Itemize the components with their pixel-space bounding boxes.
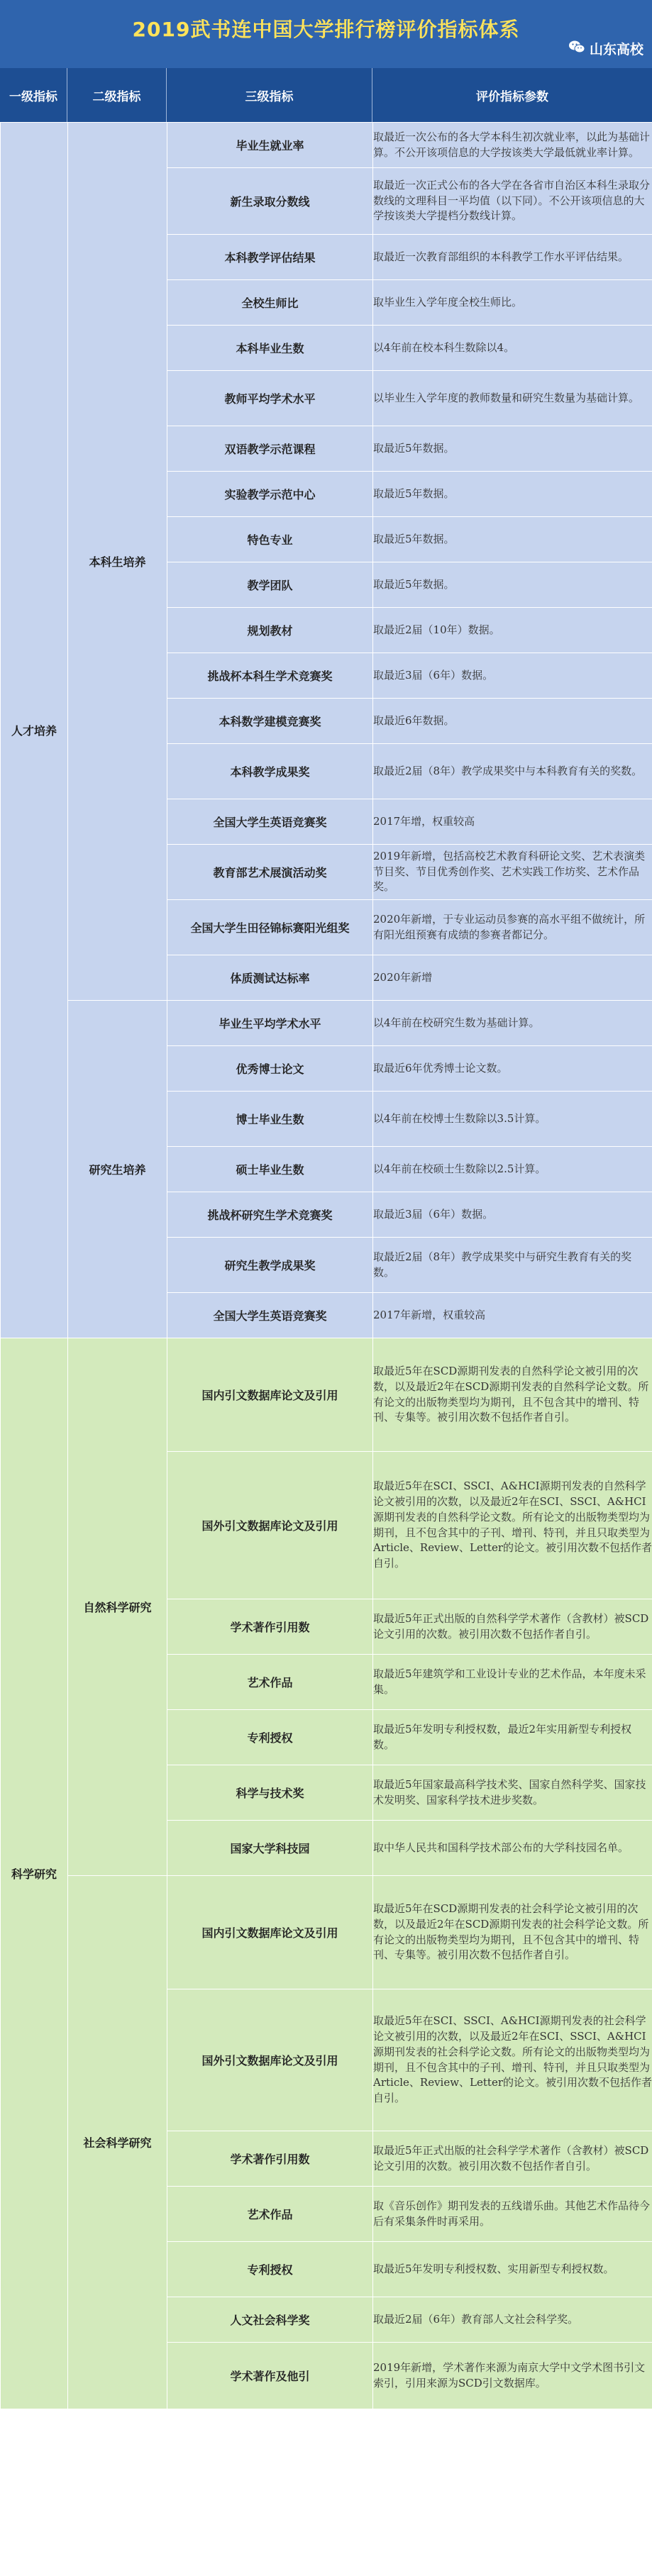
indicator-description: 2020年新增 <box>373 955 652 1001</box>
indicator-description: 取最近5年数据。 <box>373 562 652 608</box>
indicator-description: 取最近5年在SCD源期刊发表的自然科学论文被引用的次数，以及最近2年在SCD源期刊发表的自然科学论文数。所有论文的出版物类型均为期刊，且不包含其中的增刊、特刊、专集等。被引用次数不包括作者自引。 <box>373 1338 652 1452</box>
indicator-name: 研究生教学成果奖 <box>167 1238 373 1293</box>
indicator-name: 教师平均学术水平 <box>167 371 373 426</box>
indicator-name: 国家大学科技园 <box>167 1821 373 1876</box>
title-bar <box>0 0 652 68</box>
indicator-name: 特色专业 <box>167 517 373 562</box>
indicator-description: 取最近5年在SCD源期刊发表的社会科学论文被引用的次数，以及最近2年在SCD源期刊发表的社会科学论文数。所有论文的出版物类型均为期刊，且不包含其中的增刊、特刊、专集等。被引用次数不包括作者自引。 <box>373 1876 652 1989</box>
level2-natural: 自然科学研究 <box>68 1338 167 1876</box>
header-level1: 一级指标 <box>0 68 67 122</box>
header-params: 评价指标参数 <box>476 89 548 104</box>
indicator-description: 取中华人民共和国科学技术部公布的大学科技园名单。 <box>373 1821 652 1876</box>
indicator-description: 取最近一次教育部组织的本科教学工作水平评估结果。 <box>373 235 652 280</box>
indicator-description: 2020年新增，于专业运动员参赛的高水平组不做统计，所有阳光组预赛有成绩的参赛者都记分。 <box>373 900 652 955</box>
brand-name: 山东高校 <box>589 42 643 57</box>
indicator-name: 硕士毕业生数 <box>167 1147 373 1192</box>
indicator-description: 取最近5年在SCI、SSCI、A&HCI源期刊发表的社会科学论文被引用的次数，以及最近2年在SCI、SSCI、A&HCI源期刊发表的社会科学论文数。所有论文的出版物类型均为期刊，且不包含其中的子刊、增刊、特刊，并且只取类型为Article、Review、Letter的论文。被引用次数不包括作者自引。 <box>373 1989 652 2131</box>
indicator-description: 2017年增，权重较高 <box>373 799 652 845</box>
page-title: 2019武书连中国大学排行榜评价指标体系 <box>132 18 520 41</box>
indicator-description: 以4年前在校博士生数除以3.5计算。 <box>373 1092 652 1147</box>
indicator-description: 2017年新增，权重较高 <box>373 1293 652 1338</box>
indicator-name: 毕业生就业率 <box>167 123 373 168</box>
indicator-name: 教育部艺术展演活动奖 <box>167 845 373 900</box>
table-row <box>1 123 652 168</box>
indicator-description: 取最近2届（10年）数据。 <box>373 608 652 653</box>
indicator-name: 艺术作品 <box>167 2187 373 2242</box>
indicator-name: 学术著作引用数 <box>167 1599 373 1655</box>
level2-grad: 研究生培养 <box>68 1001 167 1338</box>
indicator-name: 全国大学生英语竞赛奖 <box>167 1293 373 1338</box>
indicator-name: 本科数学建模竞赛奖 <box>167 699 373 744</box>
indicator-name: 全国大学生英语竞赛奖 <box>167 799 373 845</box>
wechat-icon <box>568 40 585 57</box>
indicator-name: 实验教学示范中心 <box>167 472 373 517</box>
indicator-description: 以毕业生入学年度的教师数量和研究生数量为基础计算。 <box>373 371 652 426</box>
indicator-name: 学术著作及他引 <box>167 2343 373 2409</box>
indicator-name: 学术著作引用数 <box>167 2131 373 2187</box>
indicator-name: 挑战杯本科生学术竞赛奖 <box>167 653 373 699</box>
table-row <box>1 1876 652 1989</box>
brand-badge <box>568 39 643 58</box>
indicator-description: 取最近5年国家最高科学技术奖、国家自然科学奖、国家技术发明奖、国家科学技术进步奖数。 <box>373 1765 652 1821</box>
level1-research: 科学研究 <box>1 1338 68 2409</box>
indicator-name: 博士毕业生数 <box>167 1092 373 1147</box>
indicator-description: 取最近5年发明专利授权数、实用新型专利授权数。 <box>373 2242 652 2297</box>
indicator-description: 以4年前在校本科生数除以4。 <box>373 326 652 371</box>
indicator-name: 本科教学评估结果 <box>167 235 373 280</box>
indicator-name: 全国大学生田径锦标赛阳光组奖 <box>167 900 373 955</box>
indicator-description: 2019年新增，包括高校艺术教育科研论文奖、艺术表演类节目奖、节目优秀创作奖、艺术实践工作坊奖、艺术作品奖。 <box>373 845 652 900</box>
indicator-description: 取最近一次正式公布的各大学在各省市自治区本科生录取分数线的文理科目一平均值（以下同）。不公开该项信息的大学按该类大学提档分数线计算。 <box>373 168 652 235</box>
indicator-description: 取《音乐创作》期刊发表的五线谱乐曲。其他艺术作品待今后有采集条件时再采用。 <box>373 2187 652 2242</box>
table-row <box>1 1338 652 1452</box>
indicator-name: 挑战杯研究生学术竞赛奖 <box>167 1192 373 1238</box>
indicator-name: 教学团队 <box>167 562 373 608</box>
indicator-name: 本科毕业生数 <box>167 326 373 371</box>
indicator-description: 取最近5年正式出版的社会科学学术著作（含教材）被SCD论文引用的次数。被引用次数不包括作者自引。 <box>373 2131 652 2187</box>
indicator-description: 以4年前在校硕士生数除以2.5计算。 <box>373 1147 652 1192</box>
indicator-description: 取最近一次公布的各大学本科生初次就业率，以此为基础计算。不公开该项信息的大学按该类大学最低就业率计算。 <box>373 123 652 168</box>
indicator-name: 优秀博士论文 <box>167 1046 373 1092</box>
header-level3: 三级指标 <box>167 68 372 122</box>
table-row <box>1 1001 652 1046</box>
indicator-description: 取最近5年数据。 <box>373 426 652 472</box>
indicator-name: 本科教学成果奖 <box>167 744 373 799</box>
indicator-description: 取最近2届（8年）教学成果奖中与本科教育有关的奖数。 <box>373 744 652 799</box>
indicator-description: 取最近5年建筑学和工业设计专业的艺术作品，本年度未采集。 <box>373 1655 652 1710</box>
indicator-name: 毕业生平均学术水平 <box>167 1001 373 1046</box>
indicator-description: 取毕业生入学年度全校生师比。 <box>373 280 652 326</box>
indicator-name: 国内引文数据库论文及引用 <box>167 1338 373 1452</box>
indicator-description: 取最近3届（6年）数据。 <box>373 1192 652 1238</box>
level1-talent: 人才培养 <box>1 123 68 1338</box>
indicator-name: 国外引文数据库论文及引用 <box>167 1452 373 1599</box>
indicator-description: 取最近6年数据。 <box>373 699 652 744</box>
indicator-description: 以4年前在校研究生数为基础计算。 <box>373 1001 652 1046</box>
indicator-description: 取最近6年优秀博士论文数。 <box>373 1046 652 1092</box>
level2-undergrad: 本科生培养 <box>68 123 167 1001</box>
indicator-description: 取最近5年数据。 <box>373 472 652 517</box>
indicator-description: 取最近2届（8年）教学成果奖中与研究生教育有关的奖数。 <box>373 1238 652 1293</box>
indicator-name: 人文社会科学奖 <box>167 2297 373 2343</box>
level2-social: 社会科学研究 <box>68 1876 167 2409</box>
indicator-table <box>0 122 652 2409</box>
indicator-description: 取最近5年在SCI、SSCI、A&HCI源期刊发表的自然科学论文被引用的次数，以及最近2年在SCI、SSCI、A&HCI源期刊发表的自然科学论文数。所有论文的出版物类型均为期刊，且不包含其中的子刊、增刊、特刊，并且只取类型为Article、Review、Letter的论文。被引用次数不包括作者自引。 <box>373 1452 652 1599</box>
indicator-description: 取最近3届（6年）数据。 <box>373 653 652 699</box>
indicator-name: 专利授权 <box>167 1710 373 1765</box>
indicator-name: 科学与技术奖 <box>167 1765 373 1821</box>
indicator-name: 专利授权 <box>167 2242 373 2297</box>
indicator-description: 取最近5年正式出版的自然科学学术著作（含教材）被SCD论文引用的次数。被引用次数不包括作者自引。 <box>373 1599 652 1655</box>
indicator-name: 新生录取分数线 <box>167 168 373 235</box>
indicator-name: 规划教材 <box>167 608 373 653</box>
indicator-name: 艺术作品 <box>167 1655 373 1710</box>
indicator-description: 取最近5年发明专利授权数，最近2年实用新型专利授权数。 <box>373 1710 652 1765</box>
table-header <box>0 68 652 122</box>
indicator-name: 双语教学示范课程 <box>167 426 373 472</box>
indicator-name: 国外引文数据库论文及引用 <box>167 1989 373 2131</box>
indicator-description: 2019年新增，学术著作来源为南京大学中文学术图书引文索引，引用来源为SCD引文数据库。 <box>373 2343 652 2409</box>
indicator-name: 全校生师比 <box>167 280 373 326</box>
indicator-name: 国内引文数据库论文及引用 <box>167 1876 373 1989</box>
indicator-description: 取最近2届（6年）教育部人文社会科学奖。 <box>373 2297 652 2343</box>
indicator-description: 取最近5年数据。 <box>373 517 652 562</box>
header-level2: 二级指标 <box>67 68 167 122</box>
indicator-name: 体质测试达标率 <box>167 955 373 1001</box>
